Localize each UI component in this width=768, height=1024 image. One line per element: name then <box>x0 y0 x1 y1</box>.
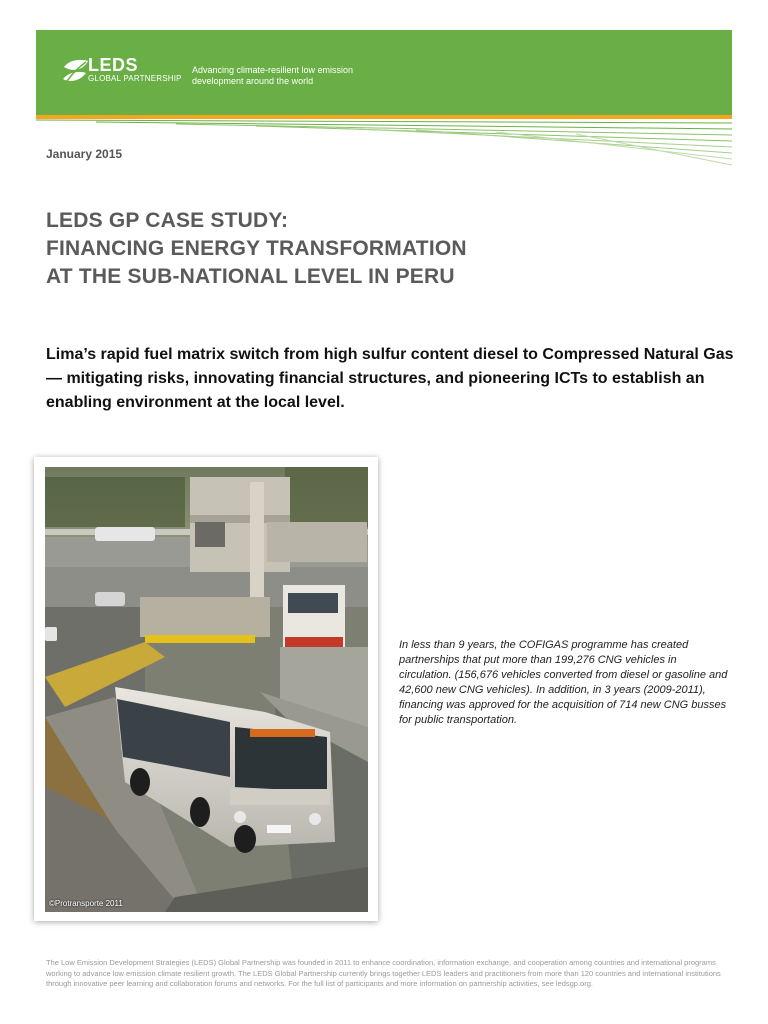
header-banner <box>36 30 732 115</box>
logo-text: LEDS <box>88 55 139 75</box>
bus-photo <box>45 467 368 912</box>
logo-subtext: GLOBAL PARTNERSHIP <box>88 74 182 83</box>
leaf-logo-icon <box>62 57 90 87</box>
page-title <box>46 207 706 291</box>
photo-frame <box>34 457 378 921</box>
title-line-3: AT THE SUB-NATIONAL LEVEL IN PERU <box>46 265 455 288</box>
title-line-2: FINANCING ENERGY TRANSFORMATION <box>46 237 467 260</box>
tagline-line: Advancing climate-resilient low emission <box>192 65 354 75</box>
publication-date: January 2015 <box>46 147 123 161</box>
tagline <box>192 65 392 87</box>
tagline-line: development around the world <box>192 76 314 86</box>
title-line-1: LEDS GP CASE STUDY: <box>46 209 289 232</box>
decorative-lines <box>36 119 732 167</box>
photo-credit: ©Protransporte 2011 <box>49 899 123 908</box>
subtitle: Lima’s rapid fuel matrix switch from high sulfur content diesel to Compressed Natural Gas— mitigating risks, innovating financial structures, and pioneering ICTs to establish an enabling environment at the local level. <box>46 346 734 411</box>
footer-text: The Low Emission Development Strategies (LEDS) Global Partnership was founded in 2011 to enhance coordination, information exchange, and cooperation among countries and international programs working to advance low emission climate resilient growth. The LEDS Global Partnership currently brings together LEDS leaders and practitioners from more than 120 countries and international institutions through innovative peer learning and collaboration forums and networks. For the full list of participants and more information on partnership activities, see ledsgp.org. <box>46 958 721 988</box>
photo-caption: In less than 9 years, the COFIGAS programme has created partnerships that put more than 199,276 CNG vehicles in circulation. (156,676 vehicles converted from diesel or gasoline and 42,600 new CNG vehicles). In addition, in 3 years (2009-2011), financing was approved for the acquisition of 714 new CNG busses for public transportation. <box>399 639 728 726</box>
